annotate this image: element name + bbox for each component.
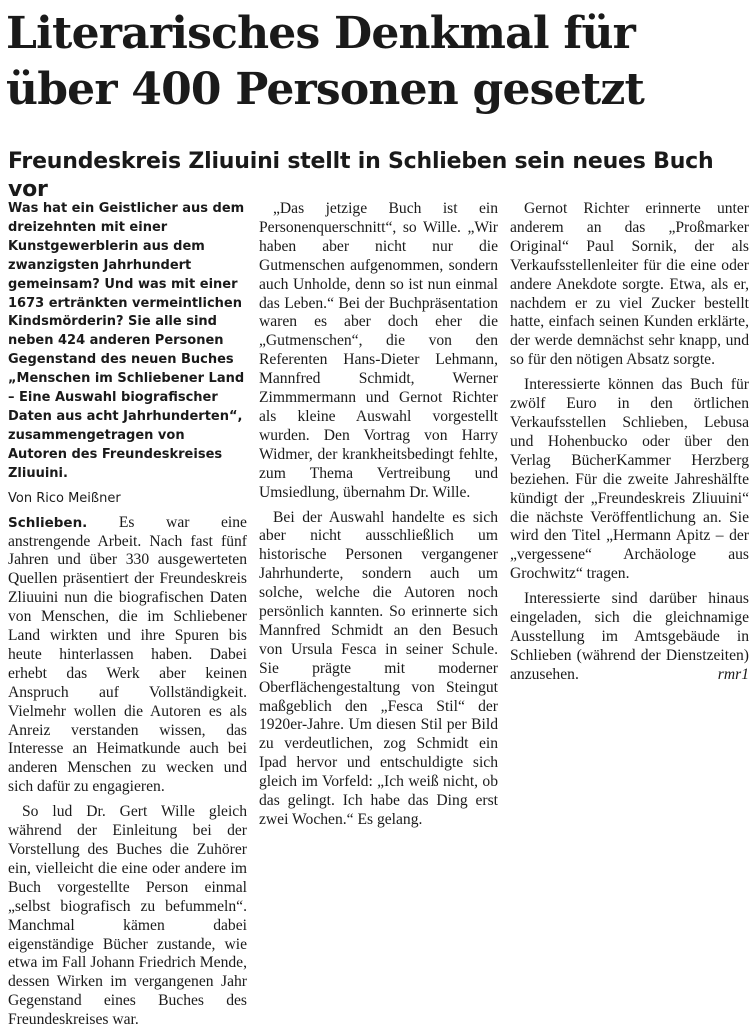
column-3 [510,200,749,818]
headline-line-1: Literarisches Denkmal für [6,8,636,59]
paragraph-1 [8,514,247,798]
paragraph-6: Interessierte können das Buch für zwölf Euro in den örtlichen Verkaufsstellen Schlieben, Lebusa und Hohenbucko oder über den Verlag BücherKammer Herzberg beziehen. Für die zweite Jahreshälfte kündigt der „Freundeskreis Zliuuini“ die nächste Veröffentlichung an. Sie wird den Titel „Hermann Apitz – der „vergessene“ Archäologe aus Grochwitz“ tragen. [510,376,749,583]
paragraph-2: So lud Dr. Gert Wille gleich während der Einleitung bei der Vorstellung des Buches die Zuhörer ein, vielleicht die eine oder andere im Buch vorgestellte Person einmal „selbst biografisch zu befummeln“. Manchmal kämen dabei eigenständige Bücher zustande, wie etwa im Fall Johann Friedrich Mende, dessen Wirken im vergangenen Jahr Gegenstand eines Buches des Freundeskreises war. [8,803,247,1029]
article-body [8,200,749,1029]
paragraph-7 [510,590,749,685]
author-byline: Von Rico Meißner [8,490,121,506]
paragraph-7-text: Interessierte sind darüber hinaus eingeladen, sich die gleichnamige Ausstellung im Amtsgebäude in Schlieben (während der Dienstzeiten) anzusehen. [510,590,749,683]
author-signature: rmr1 [717,665,749,683]
column-2 [259,200,498,828]
headline [6,6,751,118]
dateline: Schlieben. [8,514,88,531]
subheadline: Freundeskreis Zliuuini stellt in Schlieben sein neues Buch vor [8,149,714,202]
paragraph-3: „Das jetzige Buch ist ein Personenquerschnitt“, so Wille. „Wir haben aber nicht nur die Gutmenschen aufgenommen, sondern auch Unholde, denn so ist nun einmal das Leben.“ Bei der Buchpräsentation waren es aber doch eher die „Gutmenschen“, die von den Referenten Hans-Dieter Lehmann, Mannfred Schmidt, Werner Zimmmermann und Gernot Richter als kleine Auswahl vorgestellt wurden. Den Vortrag von Harry Widmer, der krankheitsbedingt fehlte, zum Thema Vertreibung und Umsiedlung, übernahm Dr. Wille. [259,200,498,501]
paragraph-1-text: Es war eine anstrengende Arbeit. Nach fast fünf Jahren und über 330 ausgewerteten Quellen präsentiert der Freundeskreis Zliuuini nun die biografischen Daten von Menschen, die im Schliebener Land wirkten und ihre Spuren bis heute hinterlassen haben. Dabei erhebt das Werk aber keinen Anspruch auf Vollständigkeit. Vielmehr wollen die Autoren es als Anreiz verstanden wissen, das Interesse an Heimatkunde auch bei anderen Menschen zu wecken und sich dafür zu engagieren. [8,513,247,796]
column-1 [8,200,247,1029]
lead-paragraph: Was hat ein Geistlicher aus dem dreizehnten mit einer Kunstgewerblerin aus dem zwanzigsten Jahrhundert gemeinsam? Und was mit einer 1673 ertränkten vermeintlichen Kindsmörderin? Sie alle sind neben 424 anderen Personen Gegenstand des neuen Buches „Menschen im Schliebener Land – Eine Auswahl biografischer Daten aus acht Jahrhunderten“, zusammengetragen von Autoren des Freundeskreises Zliuuini. [8,201,245,481]
headline-line-2: über 400 Personen gesetzt [6,64,645,115]
paragraph-4: Bei der Auswahl handelte es sich aber nicht ausschließlich um historische Personen vergangener Jahrhunderte, sondern auch um solche, welche die Autoren noch persönlich kannten. So erinnerte sich Mannfred Schmidt an den Besuch von Ursula Fesca in seiner Schule. Sie prägte mit moderner Oberflächengestaltung von Steingut maßgeblich den „Fesca Stil“ der 1920er-Jahre. Um diesen Stil per Bild zu verdeutlichen, zog Schmidt ein Ipad hervor und entschuldigte sich gleich im Vorfeld: „Ich weiß nicht, ob das gelingt. Ich habe das Ding erst zwei Wochen.“ Es gelang. [259,508,498,828]
paragraph-5: Gernot Richter erinnerte unter anderem an das „Proßmarker Original“ Paul Sornik, der als Verkaufsstellenleiter für die eine oder andere Anekdote sorgte. Etwa, als er, nachdem er zu viel Zucker bestellt hatte, einfach seinen Kunden erklärte, der werde demnächst sehr knapp, und so für den nötigen Absatz sorgte. [510,200,749,369]
